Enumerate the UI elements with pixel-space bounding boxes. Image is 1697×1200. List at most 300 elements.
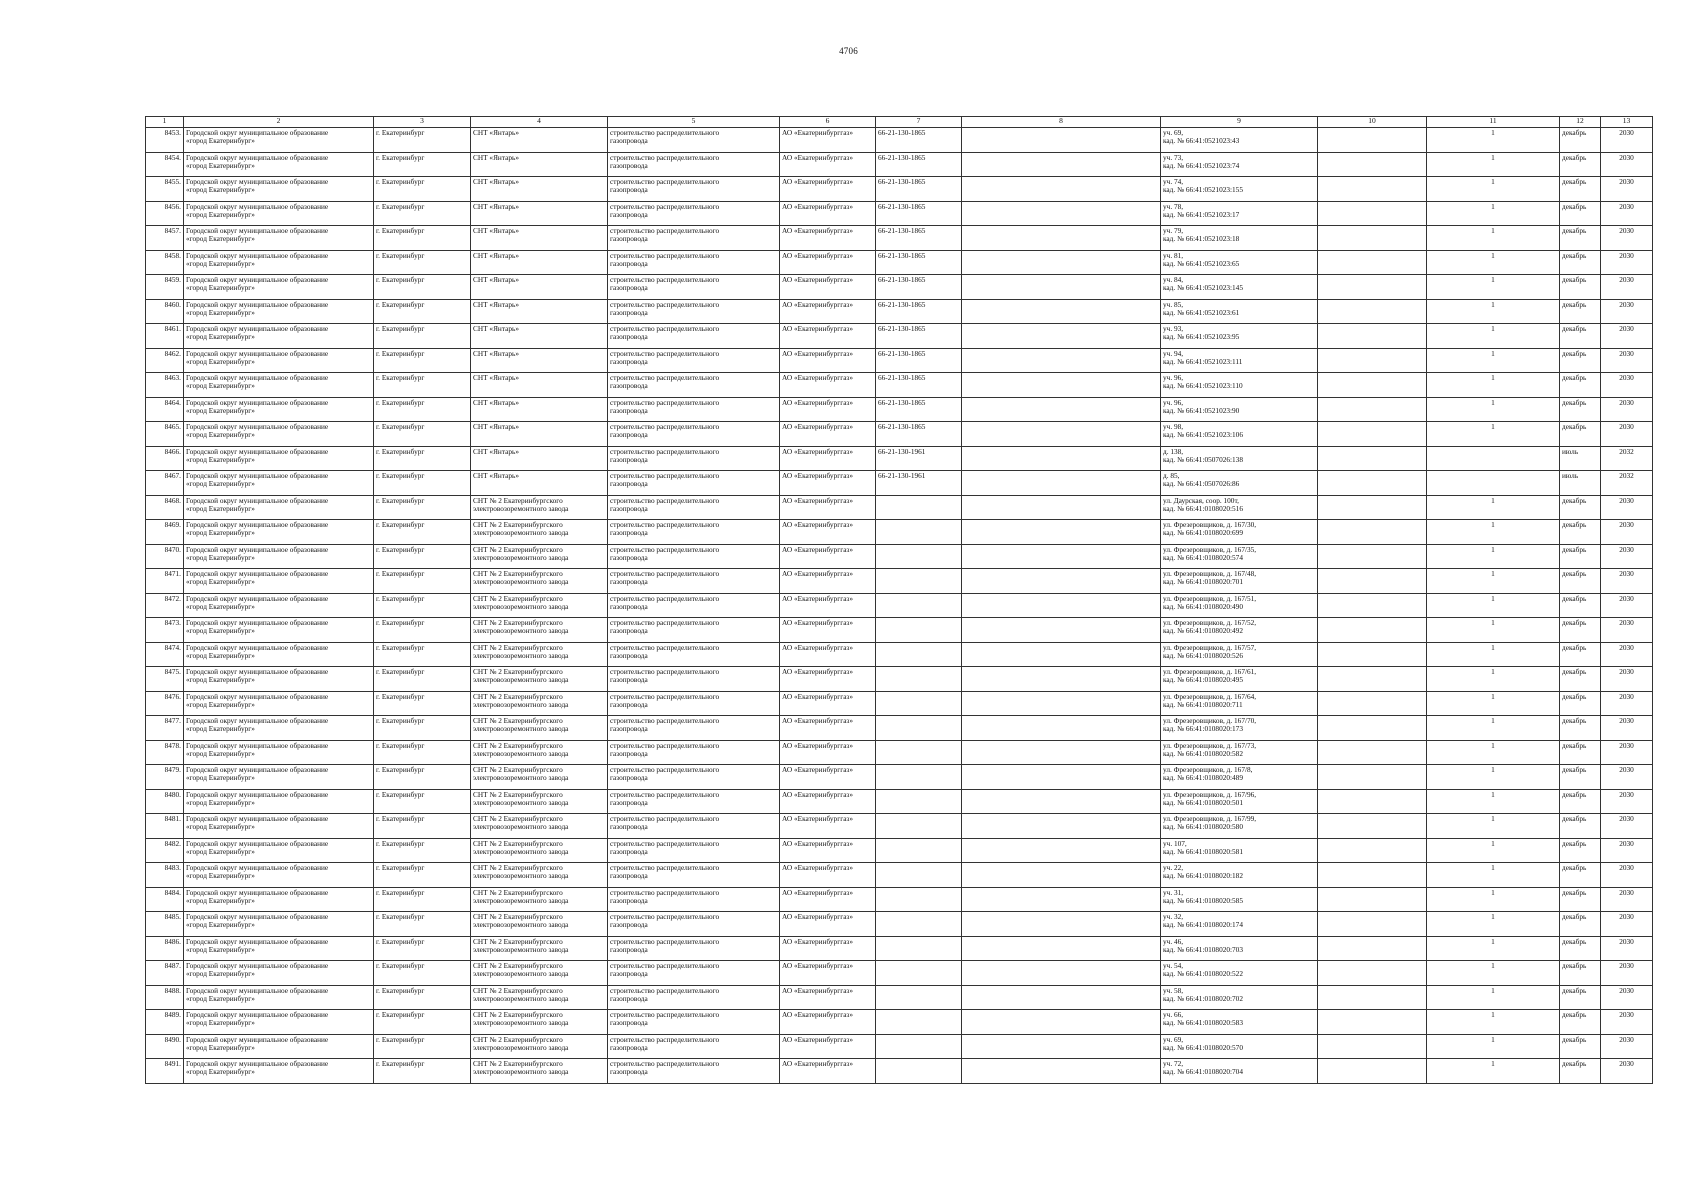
city-cell: г. Екатеринбург — [374, 299, 471, 324]
column-8-cell — [962, 422, 1161, 447]
column-8-cell — [962, 201, 1161, 226]
object-cell: СНТ № 2 Екатеринбургского электровозоремонтного завода — [471, 1034, 608, 1059]
code-cell — [876, 1034, 962, 1059]
table-row — [146, 789, 1653, 814]
column-8-cell — [962, 446, 1161, 471]
year-cell: 2030 — [1601, 348, 1653, 373]
column-number-1: 1 — [146, 117, 184, 128]
year-cell: 2030 — [1601, 1010, 1653, 1035]
quantity-cell: 1 — [1427, 373, 1560, 398]
city-cell: г. Екатеринбург — [374, 544, 471, 569]
city-cell: г. Екатеринбург — [374, 1059, 471, 1084]
municipality-cell: Городской округ муниципальное образование «город Екатеринбург» — [184, 128, 374, 153]
year-cell: 2032 — [1601, 471, 1653, 496]
object-cell: СНТ «Янтарь» — [471, 397, 608, 422]
column-8-cell — [962, 814, 1161, 839]
quantity-cell: 1 — [1427, 618, 1560, 643]
municipality-cell: Городской округ муниципальное образование «город Екатеринбург» — [184, 838, 374, 863]
city-cell: г. Екатеринбург — [374, 740, 471, 765]
column-10-cell — [1318, 201, 1427, 226]
address-cell: ул. Фрезеровщиков, д. 167/70, кад. № 66:41:0108020:173 — [1161, 716, 1318, 741]
object-cell: СНТ № 2 Екатеринбургского электровозоремонтного завода — [471, 1059, 608, 1084]
municipality-cell: Городской округ муниципальное образование «город Екатеринбург» — [184, 324, 374, 349]
organization-cell: АО «Екатеринбурггаз» — [780, 985, 876, 1010]
object-cell: СНТ № 2 Екатеринбургского электровозоремонтного завода — [471, 495, 608, 520]
month-cell: декабрь — [1560, 838, 1601, 863]
column-8-cell — [962, 1034, 1161, 1059]
table-row — [146, 814, 1653, 839]
year-cell: 2030 — [1601, 128, 1653, 153]
work-type-cell: строительство распределительного газопровода — [608, 544, 780, 569]
column-8-cell — [962, 152, 1161, 177]
column-8-cell — [962, 667, 1161, 692]
address-cell: уч. 94, кад. № 66:41:0521023:111 — [1161, 348, 1318, 373]
column-number-10: 10 — [1318, 117, 1427, 128]
row-number-cell: 8456. — [146, 201, 184, 226]
row-number-cell: 8460. — [146, 299, 184, 324]
table-row — [146, 887, 1653, 912]
object-cell: СНТ № 2 Екатеринбургского электровозоремонтного завода — [471, 838, 608, 863]
address-cell: уч. 72, кад. № 66:41:0108020:704 — [1161, 1059, 1318, 1084]
column-number-row — [146, 117, 1653, 128]
column-10-cell — [1318, 765, 1427, 790]
year-cell: 2030 — [1601, 397, 1653, 422]
column-8-cell — [962, 299, 1161, 324]
quantity-cell: 1 — [1427, 887, 1560, 912]
work-type-cell: строительство распределительного газопровода — [608, 961, 780, 986]
column-10-cell — [1318, 912, 1427, 937]
year-cell: 2030 — [1601, 1034, 1653, 1059]
column-10-cell — [1318, 152, 1427, 177]
work-type-cell: строительство распределительного газопровода — [608, 177, 780, 202]
row-number-cell: 8469. — [146, 520, 184, 545]
city-cell: г. Екатеринбург — [374, 985, 471, 1010]
column-number-9: 9 — [1161, 117, 1318, 128]
month-cell: декабрь — [1560, 863, 1601, 888]
column-10-cell — [1318, 569, 1427, 594]
organization-cell: АО «Екатеринбурггаз» — [780, 373, 876, 398]
row-number-cell: 8487. — [146, 961, 184, 986]
row-number-cell: 8468. — [146, 495, 184, 520]
column-number-13: 13 — [1601, 117, 1653, 128]
year-cell: 2030 — [1601, 152, 1653, 177]
work-type-cell: строительство распределительного газопровода — [608, 275, 780, 300]
address-cell: д. 85, кад. № 66:41:0507026:86 — [1161, 471, 1318, 496]
code-cell — [876, 814, 962, 839]
quantity-cell: 1 — [1427, 299, 1560, 324]
quantity-cell: 1 — [1427, 691, 1560, 716]
municipality-cell: Городской округ муниципальное образование «город Екатеринбург» — [184, 642, 374, 667]
column-10-cell — [1318, 446, 1427, 471]
table-row — [146, 593, 1653, 618]
work-type-cell: строительство распределительного газопровода — [608, 789, 780, 814]
column-10-cell — [1318, 789, 1427, 814]
address-cell: ул. Фрезеровщиков, д. 167/51, кад. № 66:41:0108020:490 — [1161, 593, 1318, 618]
address-cell: ул. Даурская, соор. 100т, кад. № 66:41:0108020:516 — [1161, 495, 1318, 520]
city-cell: г. Екатеринбург — [374, 887, 471, 912]
organization-cell: АО «Екатеринбурггаз» — [780, 177, 876, 202]
city-cell: г. Екатеринбург — [374, 618, 471, 643]
work-type-cell: строительство распределительного газопровода — [608, 912, 780, 937]
year-cell: 2030 — [1601, 618, 1653, 643]
year-cell: 2030 — [1601, 275, 1653, 300]
register-table — [145, 116, 1653, 1084]
column-10-cell — [1318, 961, 1427, 986]
column-10-cell — [1318, 520, 1427, 545]
quantity-cell: 1 — [1427, 250, 1560, 275]
year-cell: 2030 — [1601, 789, 1653, 814]
column-10-cell — [1318, 544, 1427, 569]
year-cell: 2030 — [1601, 887, 1653, 912]
year-cell: 2030 — [1601, 691, 1653, 716]
object-cell: СНТ «Янтарь» — [471, 152, 608, 177]
code-cell: 66-21-130-1865 — [876, 128, 962, 153]
work-type-cell: строительство распределительного газопровода — [608, 348, 780, 373]
column-8-cell — [962, 618, 1161, 643]
month-cell: декабрь — [1560, 299, 1601, 324]
quantity-cell: 1 — [1427, 128, 1560, 153]
work-type-cell: строительство распределительного газопровода — [608, 985, 780, 1010]
address-cell: уч. 74, кад. № 66:41:0521023:155 — [1161, 177, 1318, 202]
row-number-cell: 8462. — [146, 348, 184, 373]
quantity-cell: 1 — [1427, 226, 1560, 251]
month-cell: декабрь — [1560, 740, 1601, 765]
month-cell: декабрь — [1560, 716, 1601, 741]
organization-cell: АО «Екатеринбурггаз» — [780, 887, 876, 912]
table-row — [146, 838, 1653, 863]
table-row — [146, 348, 1653, 373]
column-8-cell — [962, 275, 1161, 300]
quantity-cell: 1 — [1427, 789, 1560, 814]
municipality-cell: Городской округ муниципальное образование «город Екатеринбург» — [184, 814, 374, 839]
work-type-cell: строительство распределительного газопровода — [608, 1010, 780, 1035]
address-cell: уч. 31, кад. № 66:41:0108020:585 — [1161, 887, 1318, 912]
month-cell: декабрь — [1560, 152, 1601, 177]
organization-cell: АО «Екатеринбурггаз» — [780, 863, 876, 888]
column-10-cell — [1318, 618, 1427, 643]
code-cell — [876, 716, 962, 741]
quantity-cell: 1 — [1427, 838, 1560, 863]
column-10-cell — [1318, 838, 1427, 863]
quantity-cell: 1 — [1427, 863, 1560, 888]
code-cell — [876, 520, 962, 545]
address-cell: уч. 32, кад. № 66:41:0108020:174 — [1161, 912, 1318, 937]
address-cell: уч. 58, кад. № 66:41:0108020:702 — [1161, 985, 1318, 1010]
table-row — [146, 495, 1653, 520]
row-number-cell: 8475. — [146, 667, 184, 692]
column-8-cell — [962, 716, 1161, 741]
address-cell: уч. 69, кад. № 66:41:0108020:570 — [1161, 1034, 1318, 1059]
column-10-cell — [1318, 985, 1427, 1010]
table-row — [146, 201, 1653, 226]
object-cell: СНТ № 2 Екатеринбургского электровозоремонтного завода — [471, 691, 608, 716]
organization-cell: АО «Екатеринбурггаз» — [780, 250, 876, 275]
object-cell: СНТ № 2 Екатеринбургского электровозоремонтного завода — [471, 985, 608, 1010]
city-cell: г. Екатеринбург — [374, 128, 471, 153]
month-cell: декабрь — [1560, 814, 1601, 839]
table-row — [146, 446, 1653, 471]
column-8-cell — [962, 642, 1161, 667]
quantity-cell: 1 — [1427, 1059, 1560, 1084]
month-cell: декабрь — [1560, 667, 1601, 692]
address-cell: уч. 46, кад. № 66:41:0108020:703 — [1161, 936, 1318, 961]
object-cell: СНТ № 2 Екатеринбургского электровозоремонтного завода — [471, 618, 608, 643]
column-10-cell — [1318, 177, 1427, 202]
column-8-cell — [962, 373, 1161, 398]
municipality-cell: Городской округ муниципальное образование «город Екатеринбург» — [184, 520, 374, 545]
column-10-cell — [1318, 128, 1427, 153]
column-10-cell — [1318, 1010, 1427, 1035]
table-row — [146, 691, 1653, 716]
year-cell: 2030 — [1601, 495, 1653, 520]
quantity-cell: 1 — [1427, 177, 1560, 202]
address-cell: уч. 81, кад. № 66:41:0521023:65 — [1161, 250, 1318, 275]
quantity-cell — [1427, 471, 1560, 496]
organization-cell: АО «Екатеринбурггаз» — [780, 152, 876, 177]
object-cell: СНТ № 2 Екатеринбургского электровозоремонтного завода — [471, 863, 608, 888]
code-cell — [876, 691, 962, 716]
table-row — [146, 152, 1653, 177]
column-8-cell — [962, 863, 1161, 888]
code-cell: 66-21-130-1865 — [876, 177, 962, 202]
address-cell: ул. Фрезеровщиков, д. 167/35, кад. № 66:41:0108020:574 — [1161, 544, 1318, 569]
city-cell: г. Екатеринбург — [374, 152, 471, 177]
organization-cell: АО «Екатеринбурггаз» — [780, 618, 876, 643]
code-cell: 66-21-130-1865 — [876, 373, 962, 398]
column-8-cell — [962, 520, 1161, 545]
column-8-cell — [962, 961, 1161, 986]
city-cell: г. Екатеринбург — [374, 838, 471, 863]
row-number-cell: 8461. — [146, 324, 184, 349]
city-cell: г. Екатеринбург — [374, 177, 471, 202]
quantity-cell: 1 — [1427, 495, 1560, 520]
year-cell: 2032 — [1601, 446, 1653, 471]
month-cell: декабрь — [1560, 397, 1601, 422]
column-number-4: 4 — [471, 117, 608, 128]
column-8-cell — [962, 250, 1161, 275]
table-row — [146, 569, 1653, 594]
municipality-cell: Городской округ муниципальное образование «город Екатеринбург» — [184, 985, 374, 1010]
code-cell: 66-21-130-1865 — [876, 226, 962, 251]
row-number-cell: 8474. — [146, 642, 184, 667]
row-number-cell: 8491. — [146, 1059, 184, 1084]
table-row — [146, 1034, 1653, 1059]
work-type-cell: строительство распределительного газопровода — [608, 128, 780, 153]
object-cell: СНТ № 2 Екатеринбургского электровозоремонтного завода — [471, 569, 608, 594]
month-cell: декабрь — [1560, 348, 1601, 373]
code-cell — [876, 495, 962, 520]
object-cell: СНТ «Янтарь» — [471, 446, 608, 471]
column-8-cell — [962, 569, 1161, 594]
row-number-cell: 8476. — [146, 691, 184, 716]
municipality-cell: Городской округ муниципальное образование «город Екатеринбург» — [184, 348, 374, 373]
row-number-cell: 8454. — [146, 152, 184, 177]
code-cell: 66-21-130-1865 — [876, 324, 962, 349]
object-cell: СНТ № 2 Екатеринбургского электровозоремонтного завода — [471, 520, 608, 545]
year-cell: 2030 — [1601, 422, 1653, 447]
table-row — [146, 912, 1653, 937]
column-10-cell — [1318, 691, 1427, 716]
work-type-cell: строительство распределительного газопровода — [608, 716, 780, 741]
city-cell: г. Екатеринбург — [374, 373, 471, 398]
column-8-cell — [962, 226, 1161, 251]
organization-cell: АО «Екатеринбурггаз» — [780, 569, 876, 594]
work-type-cell: строительство распределительного газопровода — [608, 593, 780, 618]
organization-cell: АО «Екатеринбурггаз» — [780, 226, 876, 251]
municipality-cell: Городской округ муниципальное образование «город Екатеринбург» — [184, 618, 374, 643]
address-cell: ул. Фрезеровщиков, д. 167/64, кад. № 66:41:0108020:711 — [1161, 691, 1318, 716]
quantity-cell: 1 — [1427, 348, 1560, 373]
row-number-cell: 8472. — [146, 593, 184, 618]
year-cell: 2030 — [1601, 226, 1653, 251]
municipality-cell: Городской округ муниципальное образование «город Екатеринбург» — [184, 667, 374, 692]
row-number-cell: 8482. — [146, 838, 184, 863]
column-8-cell — [962, 740, 1161, 765]
month-cell: декабрь — [1560, 495, 1601, 520]
code-cell — [876, 765, 962, 790]
code-cell — [876, 887, 962, 912]
code-cell: 66-21-130-1865 — [876, 397, 962, 422]
table-row — [146, 740, 1653, 765]
month-cell: декабрь — [1560, 569, 1601, 594]
quantity-cell: 1 — [1427, 936, 1560, 961]
object-cell: СНТ № 2 Екатеринбургского электровозоремонтного завода — [471, 544, 608, 569]
code-cell — [876, 912, 962, 937]
month-cell: декабрь — [1560, 985, 1601, 1010]
organization-cell: АО «Екатеринбурггаз» — [780, 422, 876, 447]
address-cell: уч. 107, кад. № 66:41:0108020:581 — [1161, 838, 1318, 863]
city-cell: г. Екатеринбург — [374, 324, 471, 349]
month-cell: декабрь — [1560, 201, 1601, 226]
organization-cell: АО «Екатеринбурггаз» — [780, 397, 876, 422]
object-cell: СНТ № 2 Екатеринбургского электровозоремонтного завода — [471, 667, 608, 692]
code-cell — [876, 544, 962, 569]
year-cell: 2030 — [1601, 593, 1653, 618]
city-cell: г. Екатеринбург — [374, 422, 471, 447]
municipality-cell: Городской округ муниципальное образование «город Екатеринбург» — [184, 152, 374, 177]
municipality-cell: Городской округ муниципальное образование «город Екатеринбург» — [184, 961, 374, 986]
city-cell: г. Екатеринбург — [374, 691, 471, 716]
code-cell: 66-21-130-1865 — [876, 348, 962, 373]
municipality-cell: Городской округ муниципальное образование «город Екатеринбург» — [184, 226, 374, 251]
month-cell: декабрь — [1560, 789, 1601, 814]
table-row — [146, 765, 1653, 790]
municipality-cell: Городской округ муниципальное образование «город Екатеринбург» — [184, 593, 374, 618]
object-cell: СНТ № 2 Екатеринбургского электровозоремонтного завода — [471, 765, 608, 790]
organization-cell: АО «Екатеринбурггаз» — [780, 446, 876, 471]
object-cell: СНТ «Янтарь» — [471, 201, 608, 226]
quantity-cell: 1 — [1427, 152, 1560, 177]
year-cell: 2030 — [1601, 838, 1653, 863]
month-cell: декабрь — [1560, 128, 1601, 153]
month-cell: декабрь — [1560, 593, 1601, 618]
organization-cell: АО «Екатеринбурггаз» — [780, 495, 876, 520]
column-8-cell — [962, 985, 1161, 1010]
work-type-cell: строительство распределительного газопровода — [608, 667, 780, 692]
month-cell: июль — [1560, 446, 1601, 471]
table-row — [146, 373, 1653, 398]
month-cell: декабрь — [1560, 520, 1601, 545]
table-row — [146, 985, 1653, 1010]
object-cell: СНТ № 2 Екатеринбургского электровозоремонтного завода — [471, 961, 608, 986]
column-10-cell — [1318, 642, 1427, 667]
column-10-cell — [1318, 373, 1427, 398]
municipality-cell: Городской округ муниципальное образование «город Екатеринбург» — [184, 691, 374, 716]
organization-cell: АО «Екатеринбурггаз» — [780, 716, 876, 741]
column-number-3: 3 — [374, 117, 471, 128]
work-type-cell: строительство распределительного газопровода — [608, 226, 780, 251]
code-cell — [876, 863, 962, 888]
organization-cell: АО «Екатеринбурггаз» — [780, 740, 876, 765]
table-row — [146, 667, 1653, 692]
municipality-cell: Городской округ муниципальное образование «город Екатеринбург» — [184, 422, 374, 447]
code-cell — [876, 961, 962, 986]
row-number-cell: 8457. — [146, 226, 184, 251]
organization-cell: АО «Екатеринбурггаз» — [780, 961, 876, 986]
city-cell: г. Екатеринбург — [374, 716, 471, 741]
object-cell: СНТ № 2 Екатеринбургского электровозоремонтного завода — [471, 789, 608, 814]
year-cell: 2030 — [1601, 740, 1653, 765]
code-cell — [876, 936, 962, 961]
organization-cell: АО «Екатеринбурггаз» — [780, 275, 876, 300]
address-cell: уч. 54, кад. № 66:41:0108020:522 — [1161, 961, 1318, 986]
address-cell: уч. 78, кад. № 66:41:0521023:17 — [1161, 201, 1318, 226]
quantity-cell: 1 — [1427, 201, 1560, 226]
work-type-cell: строительство распределительного газопровода — [608, 520, 780, 545]
column-10-cell — [1318, 814, 1427, 839]
object-cell: СНТ № 2 Екатеринбургского электровозоремонтного завода — [471, 1010, 608, 1035]
organization-cell: АО «Екатеринбурггаз» — [780, 201, 876, 226]
object-cell: СНТ «Янтарь» — [471, 275, 608, 300]
address-cell: д. 138, кад. № 66:41:0507026:138 — [1161, 446, 1318, 471]
year-cell: 2030 — [1601, 863, 1653, 888]
work-type-cell: строительство распределительного газопровода — [608, 373, 780, 398]
column-8-cell — [962, 397, 1161, 422]
month-cell: декабрь — [1560, 642, 1601, 667]
municipality-cell: Городской округ муниципальное образование «город Екатеринбург» — [184, 912, 374, 937]
year-cell: 2030 — [1601, 936, 1653, 961]
code-cell — [876, 618, 962, 643]
column-10-cell — [1318, 495, 1427, 520]
column-10-cell — [1318, 1059, 1427, 1084]
city-cell: г. Екатеринбург — [374, 1010, 471, 1035]
address-cell: уч. 22, кад. № 66:41:0108020:182 — [1161, 863, 1318, 888]
work-type-cell: строительство распределительного газопровода — [608, 397, 780, 422]
column-8-cell — [962, 912, 1161, 937]
year-cell: 2030 — [1601, 544, 1653, 569]
code-cell: 66-21-130-1865 — [876, 201, 962, 226]
municipality-cell: Городской округ муниципальное образование «город Екатеринбург» — [184, 1034, 374, 1059]
row-number-cell: 8480. — [146, 789, 184, 814]
code-cell — [876, 1059, 962, 1084]
month-cell: декабрь — [1560, 618, 1601, 643]
month-cell: декабрь — [1560, 1059, 1601, 1084]
organization-cell: АО «Екатеринбурггаз» — [780, 1034, 876, 1059]
address-cell: уч. 96, кад. № 66:41:0521023:110 — [1161, 373, 1318, 398]
column-10-cell — [1318, 667, 1427, 692]
quantity-cell: 1 — [1427, 740, 1560, 765]
city-cell: г. Екатеринбург — [374, 471, 471, 496]
row-number-cell: 8463. — [146, 373, 184, 398]
row-number-cell: 8455. — [146, 177, 184, 202]
organization-cell: АО «Екатеринбурггаз» — [780, 324, 876, 349]
month-cell: декабрь — [1560, 324, 1601, 349]
month-cell: декабрь — [1560, 544, 1601, 569]
column-10-cell — [1318, 716, 1427, 741]
code-cell: 66-21-130-1865 — [876, 422, 962, 447]
city-cell: г. Екатеринбург — [374, 569, 471, 594]
month-cell: декабрь — [1560, 422, 1601, 447]
